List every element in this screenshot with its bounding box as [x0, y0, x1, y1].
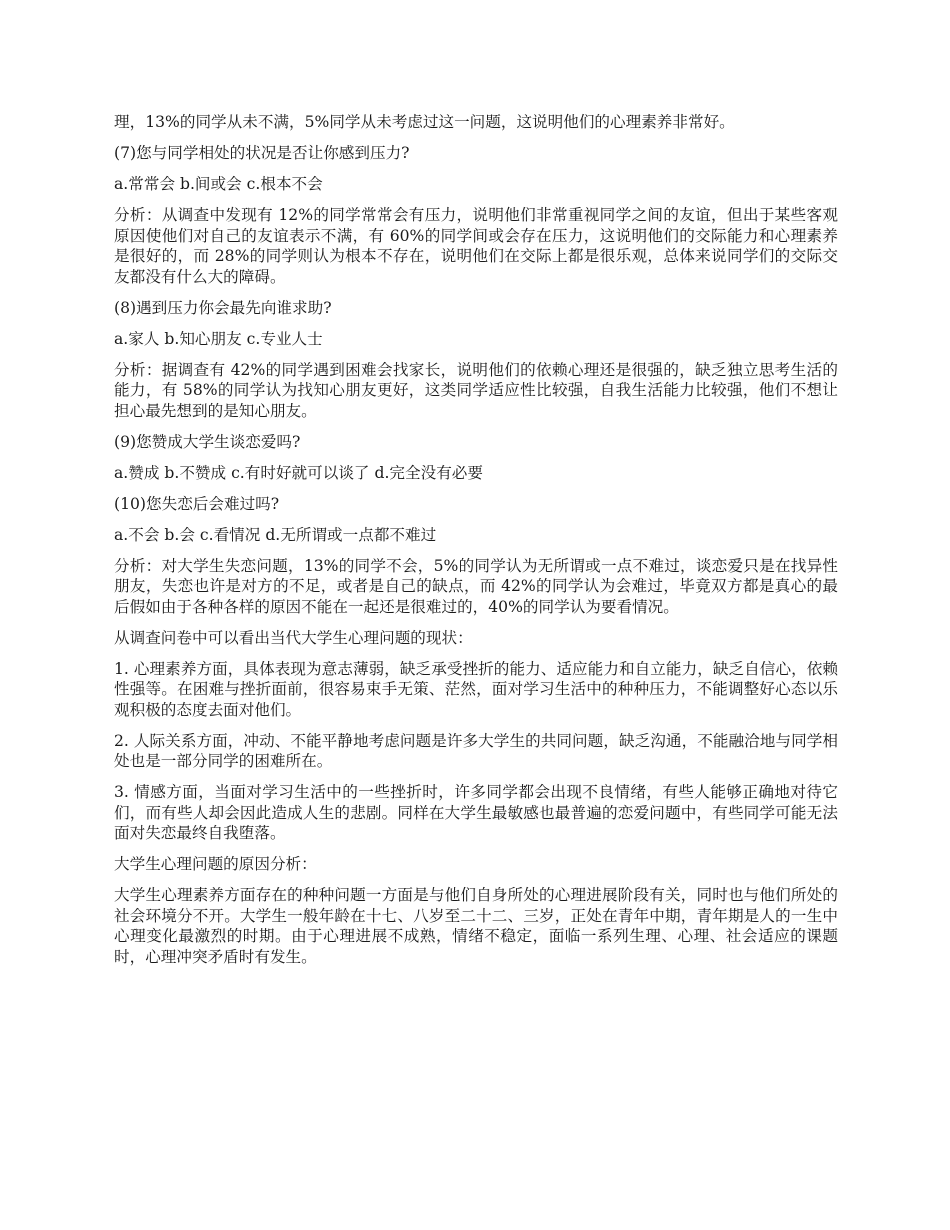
status-intro: 从调查问卷中可以看出当代大学生心理问题的现状： [114, 628, 473, 647]
paragraph-mental-quality-conclusion: 理，13%的同学从未不满，5%同学从未考虑过这一问题，这说明他们的心理素养非常好。 [114, 113, 735, 131]
analysis-10: 分析：对大学生失恋问题，13%的同学不会，5%的同学认为无所谓或一点不难过，谈恋爱只是在找异性朋友，失恋也许是对方的不足，或者是自己的缺点，而 42%的同学认为会难过，毕竟双方都是真心的最后假如由于各种各样的原因不能在一起还是很难过的，40%的同学认为要看情况。 [114, 556, 838, 616]
question-8-options: a.家人 b.知心朋友 c.专业人士 [114, 329, 323, 348]
question-9: (9)您赞成大学生谈恋爱吗? [114, 432, 301, 451]
question-7-options: a.常常会 b.间或会 c.根本不会 [114, 175, 323, 193]
question-10: (10)您失恋后会难过吗? [114, 494, 280, 513]
question-8: (8)遇到压力你会最先向谁求助? [114, 298, 332, 317]
analysis-8: 分析：据调查有 42%的同学遇到困难会找家长，说明他们的依赖心理还是很强的，缺乏独立思考生活的能力，有 58%的同学认为找知心朋友更好，这类同学适应性比较强，自我生活能力比较强，他们不想让担心最先想到的是知心朋友。 [114, 360, 838, 420]
analysis-7: 分析：从调查中发现有 12%的同学常常会有压力，说明他们非常重视同学之间的友谊，但出于某些客观原因使他们对自己的友谊表示不满，有 60%的同学间或会存在压力，这说明他们的交际能力和心理素养是很好的，而 28%的同学则认为根本不存在，说明他们在交际上都是很乐观，总体来说同学们的交际交友都没有什么大的障碍。 [114, 206, 838, 286]
cause-heading: 大学生心理问题的原因分析： [114, 855, 317, 873]
question-9-options: a.赞成 b.不赞成 c.有时好就可以谈了 d.完全没有必要 [114, 463, 483, 482]
cause-analysis: 大学生心理素养方面存在的种种问题一方面是与他们自身所处的心理进展阶段有关，同时也与他们所处的社会环境分不开。大学生一般年龄在十七、八岁至二十二、三岁，正处在青年中期，青年期是人的一生中心理变化最激烈的时期。由于心理进展不成熟，情绪不稳定，面临一系列生理、心理、社会适应的课题时，心理冲突矛盾时有发生。 [114, 886, 838, 966]
status-item-3: 3. 情感方面，当面对学习生活中的一些挫折时，许多同学都会出现不良情绪，有些人能够正确地对待它们，而有些人却会因此造成人生的悲剧。同样在大学生最敏感也最普遍的恋爱问题中，有些同学可能无法面对失恋最终自我堕落。 [114, 783, 838, 842]
question-10-options: a.不会 b.会 c.看情况 d.无所谓或一点都不难过 [114, 525, 437, 544]
status-item-2: 2. 人际关系方面，冲动、不能平静地考虑问题是许多大学生的共同问题，缺乏沟通，不能融洽地与同学相处也是一部分同学的困难所在。 [114, 731, 838, 770]
status-item-1: 1. 心理素养方面，具体表现为意志薄弱，缺乏承受挫折的能力、适应能力和自立能力，缺乏自信心，依赖性强等。在困难与挫折面前，很容易束手无策、茫然，面对学习生活中的种种压力，不能调整好心态以乐观积极的态度去面对他们。 [114, 659, 838, 719]
question-7: (7)您与同学相处的状况是否让你感到压力? [114, 144, 410, 162]
document-body [114, 112, 838, 978]
